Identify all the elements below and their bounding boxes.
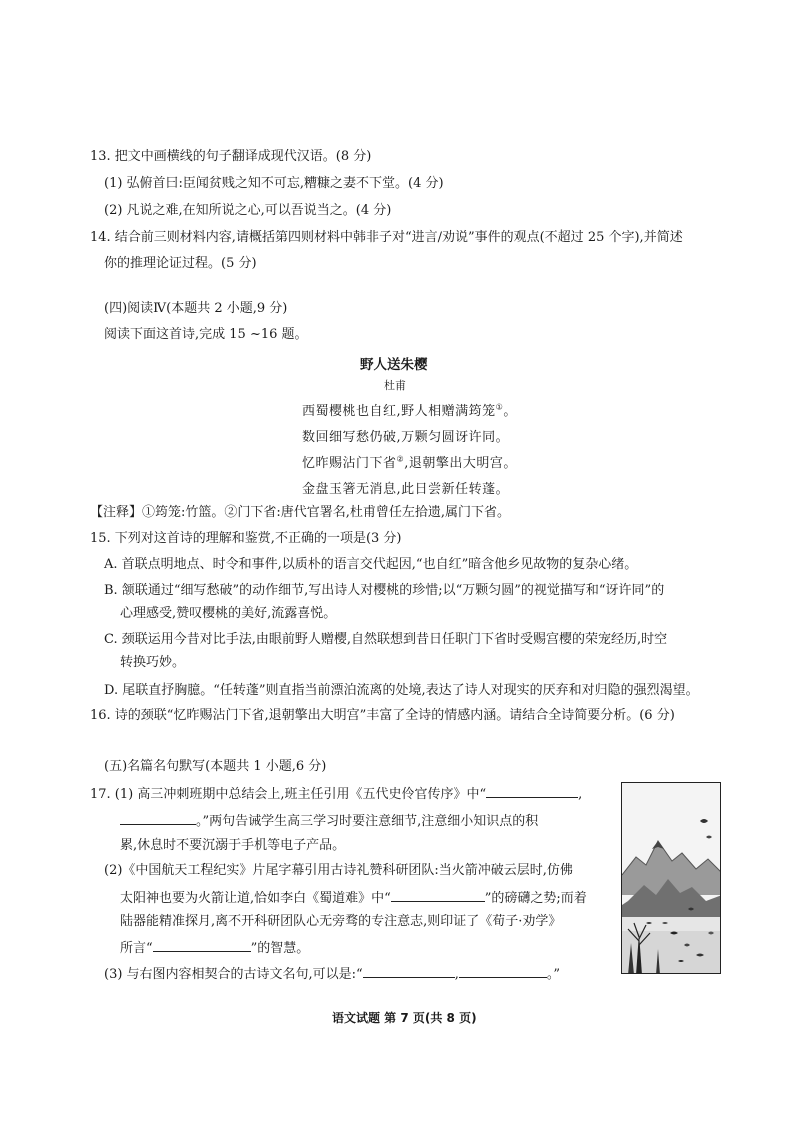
ink-landscape-painting [621,782,721,974]
landscape-illustration [622,783,721,974]
answer-blank[interactable] [486,783,578,798]
poem-line-1: 西蜀樱桃也自红,野人相赠满筠笼①。 [302,402,517,419]
section4-header: (四)阅读Ⅳ(本题共 2 小题,9 分) [104,301,288,316]
q15-option-b-line2: 心理感受,赞叹樱桃的美好,流露喜悦。 [120,606,337,621]
q15-option-b-line1: B. 颔联通过“细写愁破”的动作细节,写出诗人对樱桃的珍惜;以“万颗匀圆”的视觉描写和“讶许同”的 [104,583,665,598]
poem-author: 杜甫 [384,379,406,392]
poem-title: 野人送朱樱 [360,357,428,373]
q15-option-d: D. 尾联直抒胸臆。“任转蓬”则直指当前漂泊流离的处境,表达了诗人对现实的厌弃和对归隐的强烈渴望。 [104,683,699,698]
poem-line-3b: ,退朝擎出大明宫。 [404,456,517,471]
poem-line-3a: 忆昨赐沾门下省 [302,456,397,471]
q13-sub1: (1) 弘俯首曰:臣闻贫贱之知不可忘,糟糠之妻不下堂。(4 分) [104,176,444,191]
poem-notes: 【注释】①筠笼:竹篮。②门下省:唐代官署名,杜甫曾任左拾遗,属门下省。 [90,505,511,520]
answer-blank[interactable] [153,937,251,952]
q17-p2b: 太阳神也要为火箭让道,恰如李白《蜀道难》中“ [120,891,391,906]
q17-p1c: 。”两句告诫学生高三学习时要注意细节,注意细小知识点的积 [196,814,539,829]
poem-line-1-text: 西蜀樱桃也自红,野人相赠满筠笼 [302,404,496,419]
q17-part3 [104,963,560,985]
answer-blank[interactable] [120,810,196,825]
q15-option-a: A. 首联点明地点、时令和事件,以质朴的语言交代起因,“也自红”暗含他乡见故物的复杂心绪。 [104,557,638,572]
q14-line2: 你的推理论证过程。(5 分) [104,256,257,271]
answer-blank[interactable] [363,963,455,978]
page-footer: 语文试题 第 7 页(共 8 页) [332,1011,477,1025]
q15-stem: 15. 下列对这首诗的理解和鉴赏,不正确的一项是(3 分) [90,531,402,546]
section5-header: (五)名篇名句默写(本题共 1 小题,6 分) [104,759,327,774]
q16-stem: 16. 诗的颈联“忆昨赐沾门下省,退朝擎出大明宫”丰富了全诗的情感内涵。请结合全诗简要分析。(6 分) [90,708,675,723]
q17-p2c: ”的磅礴之势;而着 [484,891,587,906]
q13-stem: 13. 把文中画横线的句子翻译成现代汉语。(8 分) [90,149,372,164]
q15-option-c-line1: C. 颈联运用今昔对比手法,由眼前野人赠樱,自然联想到昔日任职门下省时受赐宫樱的荣宠经历,时空 [104,632,668,647]
note-mark-1: ① [495,402,504,412]
q17-p3c: 。” [546,967,561,982]
q17-p3a: (3) 与右图内容相契合的古诗文名句,可以是:“ [104,967,363,982]
q15-option-c-line2: 转换巧妙。 [120,655,186,670]
q17-part1-line2 [120,810,538,832]
q17-part2-line3: 陆器能精准探月,离不开科研团队心无旁骛的专注意志,则印证了《荀子·劝学》 [120,914,562,929]
q17-part2-line1: (2)《中国航天工程纪实》片尾字幕引用古诗礼赞科研团队:当火箭冲破云层时,仿佛 [104,863,573,878]
q17-p1a: 17. (1) 高三冲刺班期中总结会上,班主任引用《五代史伶官传序》中“ [90,787,487,802]
answer-blank[interactable] [459,963,547,978]
q17-part1-line3: 累,休息时不要沉溺于手机等电子产品。 [120,838,346,853]
section4-instruction: 阅读下面这首诗,完成 15 ~16 题。 [104,327,308,342]
q14-line1: 14. 结合前三则材料内容,请概括第四则材料中韩非子对“进言/劝说”事件的观点(不超过 25 个字),并简述 [90,230,683,245]
answer-blank[interactable] [391,887,485,902]
q17-part2-line2 [120,887,587,909]
q17-part2-line4 [120,937,309,959]
poem-line-3 [302,452,517,471]
q13-sub2: (2) 凡说之难,在知所说之心,可以吾说当之。(4 分) [104,203,392,218]
poem-line-4: 金盘玉箸无消息,此日尝新任转蓬。 [302,482,510,497]
q17-p2e: 所言“ [120,941,153,956]
q17-p2f: ”的智慧。 [250,941,310,956]
poem-line-2: 数回细写愁仍破,万颗匀圆讶许同。 [302,430,510,445]
q17-p3b: , [454,967,459,982]
note-mark-2: ② [396,454,405,464]
q17-p1b: , [578,787,583,802]
q17-part1-line1 [90,783,582,805]
